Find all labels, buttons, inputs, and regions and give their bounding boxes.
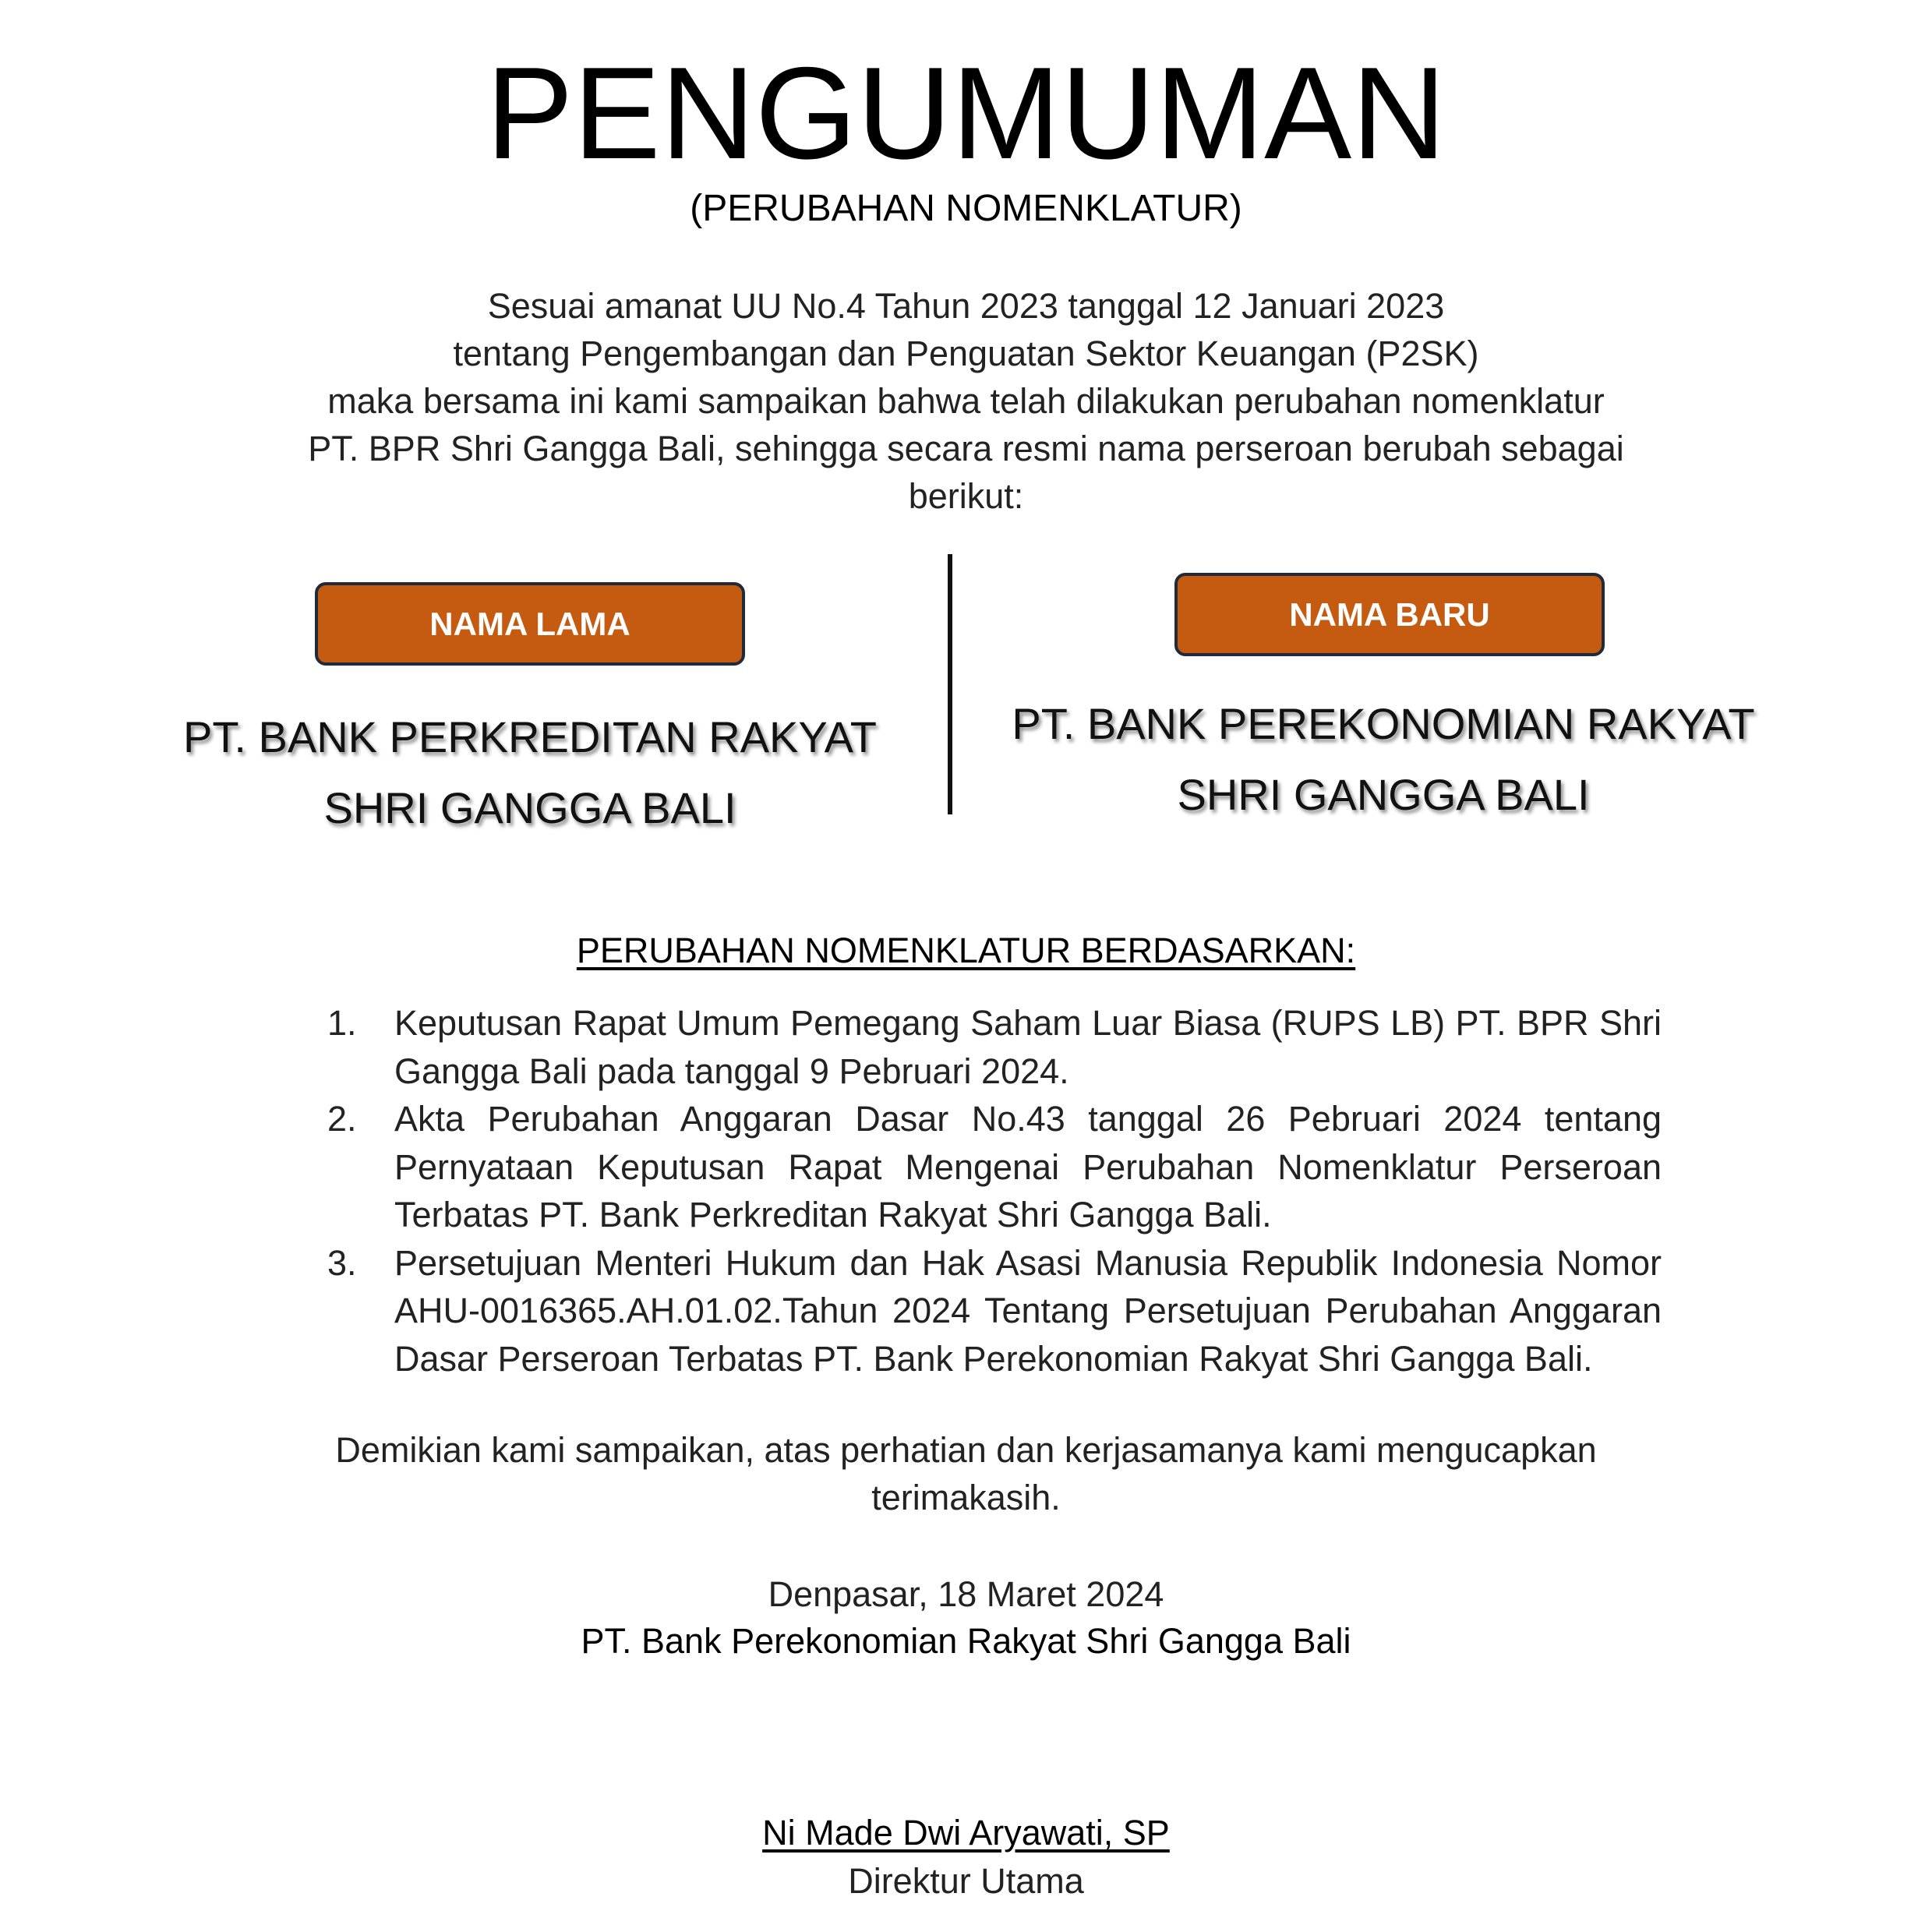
vertical-divider: [948, 554, 952, 814]
basis-item: [327, 1239, 1662, 1383]
old-name-label: NAMA LAMA: [429, 605, 630, 642]
signing-company: PT. Bank Perekonomian Rakyat Shri Gangga Bali: [581, 1621, 1351, 1661]
signer-position: Direktur Utama: [848, 1861, 1084, 1901]
basis-item-text: Keputusan Rapat Umum Pemegang Saham Luar Biasa (RUPS LB) PT. BPR Shri Gangga Bali pada tanggal 9 Pebruari 2024.: [394, 1003, 1662, 1091]
intro-line: PT. BPR Shri Gangga Bali, sehingga secara resmi nama perseroan berubah sebagai: [308, 429, 1624, 468]
basis-item-text: Persetujuan Menteri Hukum dan Hak Asasi Manusia Republik Indonesia Nomor AHU-0016365.AH.01.02.Tahun 2024 Tentang Persetujuan Perubahan Anggaran Dasar Perseroan Terbatas PT. Bank Perekonomian Rakyat Shri Gangga Bali.: [394, 1242, 1662, 1379]
closing-paragraph: [296, 1426, 1636, 1521]
new-company-name-line2: SHRI GANGGA BALI: [1177, 770, 1590, 819]
old-company-name: [117, 701, 943, 843]
basis-list: [327, 999, 1662, 1383]
intro-line: berikut:: [908, 476, 1024, 516]
basis-item: [327, 999, 1662, 1095]
old-name-label-box: [315, 582, 745, 666]
new-company-name: [959, 688, 1808, 830]
basis-item-text: Akta Perubahan Anggaran Dasar No.43 tanggal 26 Pebruari 2024 tentang Pernyataan Keputusan Rapat Mengenai Perubahan Nomenklatur Perseroan Terbatas PT. Bank Perkreditan Rakyat Shri Gangga Bali.: [394, 1099, 1662, 1234]
new-name-label-box: [1174, 573, 1605, 656]
intro-line: Sesuai amanat UU No.4 Tahun 2023 tanggal 12 Januari 2023: [487, 286, 1445, 326]
basis-item-number: 3.: [327, 1242, 357, 1283]
basis-item: [327, 1095, 1662, 1239]
place-date: Denpasar, 18 Maret 2024: [768, 1574, 1164, 1614]
basis-item-number: 2.: [327, 1099, 357, 1139]
old-company-name-line1: PT. BANK PERKREDITAN RAKYAT: [183, 712, 877, 761]
closing-line: terimakasih.: [871, 1478, 1061, 1517]
old-company-name-line2: SHRI GANGGA BALI: [323, 783, 736, 832]
page-title: PENGUMUMAN: [486, 40, 1446, 186]
basis-heading: PERUBAHAN NOMENKLATUR BERDASARKAN:: [576, 931, 1356, 970]
intro-line: maka bersama ini kami sampaikan bahwa telah dilakukan perubahan nomenklatur: [327, 381, 1605, 421]
new-name-label: NAMA BARU: [1289, 595, 1490, 633]
basis-item-number: 1.: [327, 1003, 357, 1043]
signer-name: Ni Made Dwi Aryawati, SP: [762, 1813, 1170, 1853]
closing-line: Demikian kami sampaikan, atas perhatian dan kerjasamanya kami mengucapkan: [335, 1430, 1597, 1470]
intro-paragraph: [296, 282, 1636, 520]
page-subtitle: (PERUBAHAN NOMENKLATUR): [690, 188, 1242, 229]
intro-line: tentang Pengembangan dan Penguatan Sektor Keuangan (P2SK): [453, 334, 1479, 373]
new-company-name-line1: PT. BANK PEREKONOMIAN RAKYAT: [1012, 699, 1755, 748]
